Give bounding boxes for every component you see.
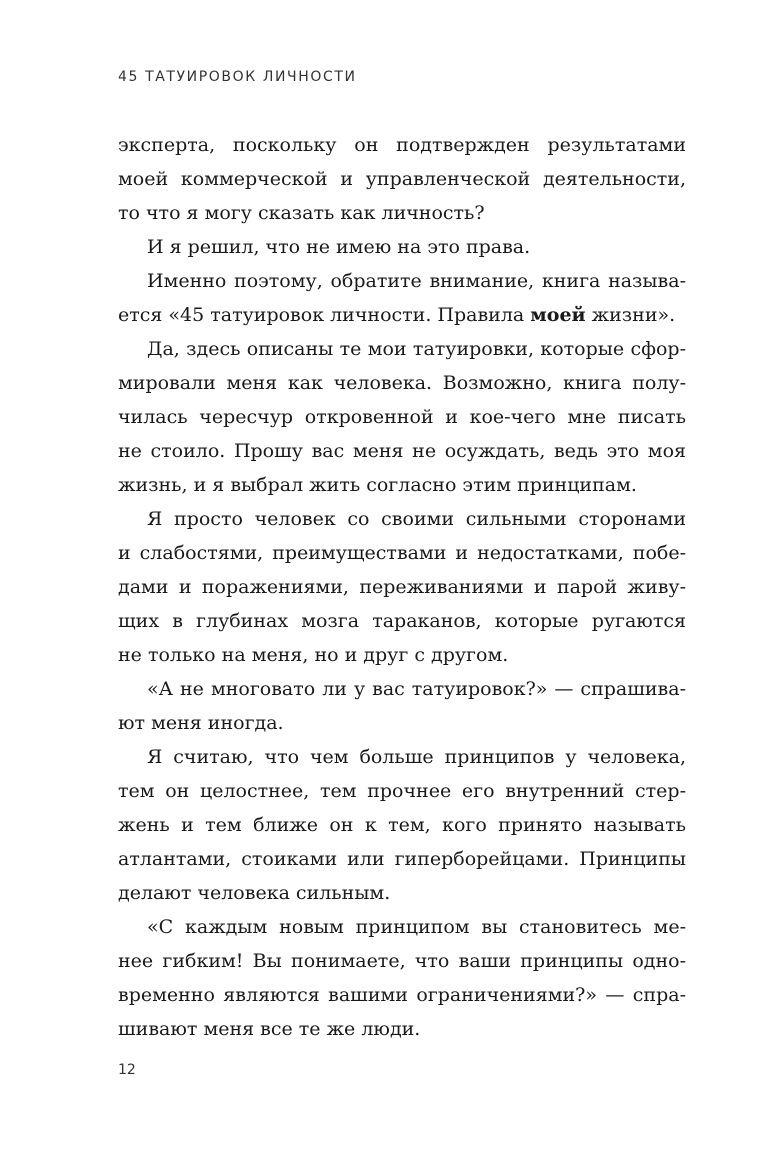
- text-line: «А не многовато ли у вас татуировок?» — спрашива-: [147, 678, 686, 700]
- text-line: [118, 298, 686, 332]
- text-line: Именно поэтому, обратите внимание, книга называ-: [147, 270, 686, 292]
- text-line: И я решил, что не имею на это права.: [147, 236, 531, 258]
- text-line: шивают меня все те же люди.: [118, 1018, 421, 1040]
- text-line: жизнь, и я выбрал жить согласно этим принципам.: [118, 474, 637, 496]
- text-segment: жизни».: [585, 304, 676, 326]
- text-line: чилась чересчур откровенной и кое-чего мне писать: [118, 406, 686, 428]
- text-line: ют меня иногда.: [118, 712, 284, 734]
- text-line: мировали меня как человека. Возможно, книга полу-: [118, 372, 686, 394]
- text-line: моей коммерческой и управленческой деятельности,: [118, 168, 686, 190]
- text-line: «С каждым новым принципом вы становитесь ме-: [147, 916, 686, 938]
- text-line: делают человека сильным.: [118, 882, 391, 904]
- text-line: то что я могу сказать как личность?: [118, 202, 485, 224]
- text-line: Я считаю, что чем больше принципов у человека,: [147, 746, 686, 768]
- text-line: дами и поражениями, переживаниями и парой живу-: [118, 576, 686, 598]
- emphasis-text: моей: [530, 304, 586, 326]
- body-text: [118, 128, 686, 1046]
- text-line: щих в глубинах мозга тараканов, которые ругаются: [118, 610, 686, 632]
- text-line: не стоило. Прошу вас меня не осуждать, ведь это моя: [118, 440, 686, 462]
- text-line: жень и тем ближе он к тем, кого принято называть: [118, 814, 686, 836]
- text-line: эксперта, поскольку он подтвержден результатами: [118, 134, 686, 156]
- text-line: временно являются вашими ограничениями?» — спра-: [118, 984, 686, 1006]
- text-line: атлантами, стоиками или гиперборейцами. Принципы: [118, 848, 686, 870]
- text-line: Да, здесь описаны те мои татуировки, которые сфор-: [147, 338, 686, 360]
- text-line: не только на меня, но и друг с другом.: [118, 644, 509, 666]
- text-line: и слабостями, преимуществами и недостатками, побе-: [118, 542, 686, 564]
- text-line: тем он целостнее, тем прочнее его внутренний стер-: [118, 780, 686, 802]
- running-head: 45 ТАТУИРОВОК ЛИЧНОСТИ: [118, 69, 357, 85]
- page-number: 12: [118, 1062, 136, 1078]
- text-segment: ется «45 татуировок личности. Правила: [118, 304, 531, 326]
- text-line: нее гибким! Вы понимаете, что ваши принципы одно-: [118, 950, 686, 972]
- text-line: Я просто человек со своими сильными сторонами: [147, 508, 686, 530]
